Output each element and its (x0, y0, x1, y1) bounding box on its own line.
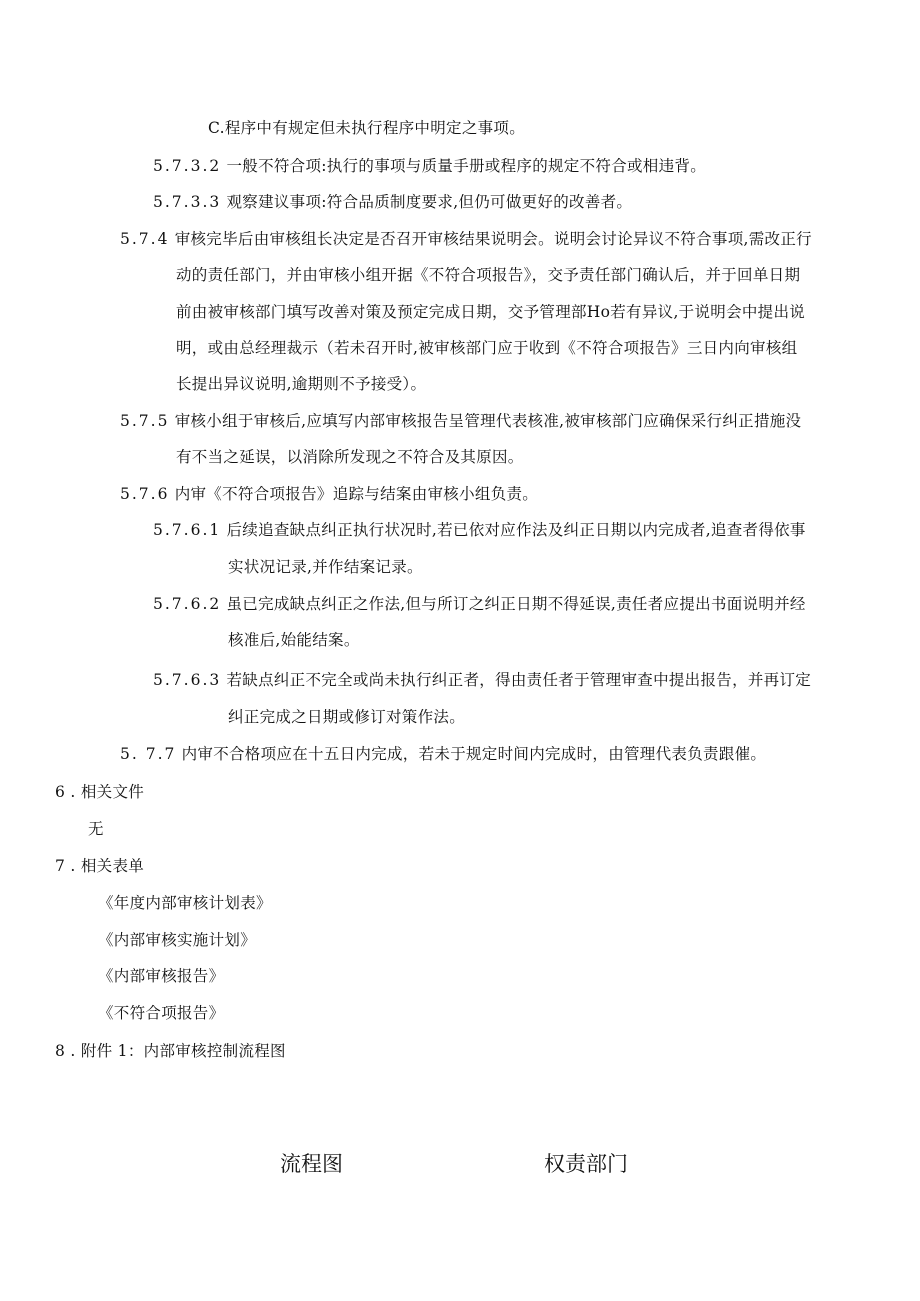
clause-text: 一般不符合项:执行的事项与质量手册或程序的规定不符合或相违背。 (226, 157, 706, 175)
section-number: 6 . (55, 783, 76, 801)
clause-5-7-6-2-cont (228, 630, 360, 650)
section-6-heading (55, 782, 144, 802)
clause-5-7-6-2 (153, 594, 806, 614)
clause-text: 有不当之延误，以消除所发现之不符合及其原因。 (176, 448, 524, 466)
clause-number: 5.7.5 (120, 412, 170, 430)
clause-text: 内审不合格项应在十五日内完成，若未于规定时间内完成时，由管理代表负责跟催。 (181, 745, 767, 763)
clause-5-7-4-cont-4 (176, 374, 426, 394)
clause-5-7-5-cont (176, 447, 524, 467)
section-title: 附件 1：内部审核控制流程图 (80, 1042, 286, 1060)
form-name: 《内部审核实施计划》 (98, 931, 257, 949)
line-text: C.程序中有规定但未执行程序中明定之事项。 (208, 119, 526, 137)
clause-5-7-4-cont-1 (176, 265, 800, 285)
clause-5-7-6-1-cont (228, 557, 423, 577)
clause-5-7-6-3 (153, 670, 811, 690)
section-number: 7 . (55, 857, 76, 875)
clause-text: 纠正完成之日期或修订对策作法。 (228, 708, 466, 726)
form-name: 《年度内部审核计划表》 (98, 894, 272, 912)
clause-number: 5. 7.7 (120, 745, 177, 763)
clause-5-7-6-3-cont (228, 707, 465, 727)
clause-number: 5.7.4 (120, 230, 170, 248)
section-number: 8 . (55, 1042, 76, 1060)
clause-number: 5.7.6 (120, 485, 170, 503)
clause-text: 审核完毕后由审核组长决定是否召开审核结果说明会。说明会讨论异议不符合事项,需改正行 (174, 230, 812, 248)
form-item (98, 966, 224, 986)
clause-text: 前由被审核部门填写改善对策及预定完成日期，交予管理部Ho若有异议,于说明会中提出说 (176, 303, 806, 321)
clause-5-7-5 (120, 411, 801, 431)
item-c-line (208, 118, 525, 138)
clause-5-7-3-3 (153, 192, 632, 212)
clause-number: 5.7.3.2 (153, 157, 222, 175)
clause-number: 5.7.6.2 (153, 595, 222, 613)
clause-text: 内审《不符合项报告》追踪与结案由审核小组负责。 (174, 485, 539, 503)
section-text: 无 (88, 820, 104, 838)
clause-number: 5.7.6.1 (153, 521, 222, 539)
clause-5-7-3-2 (153, 156, 706, 176)
section-title: 相关表单 (80, 857, 145, 875)
form-name: 《内部审核报告》 (98, 967, 225, 985)
clause-number: 5.7.6.3 (153, 671, 222, 689)
clause-text: 虽已完成缺点纠正之作法,但与所订之纠正日期不得延误,责任者应提出书面说明并经 (226, 595, 806, 613)
clause-text: 若缺点纠正不完全或尚未执行纠正者，得由责任者于管理审查中提出报告，并再订定 (226, 671, 812, 689)
form-item (98, 893, 272, 913)
section-8-heading (55, 1041, 286, 1061)
clause-text: 实状况记录,并作结案记录。 (228, 558, 423, 576)
clause-5-7-7 (120, 744, 766, 764)
clause-5-7-4 (120, 229, 812, 249)
clause-5-7-4-cont-2 (176, 302, 805, 322)
clause-text: 观察建议事项:符合品质制度要求,但仍可做更好的改善者。 (226, 193, 633, 211)
form-item (98, 1003, 224, 1023)
clause-5-7-4-cont-3 (176, 338, 797, 358)
section-title: 相关文件 (80, 783, 145, 801)
clause-5-7-6-1 (153, 520, 806, 540)
clause-text: 长提出异议说明,逾期则不予接受）。 (176, 375, 427, 393)
form-item (98, 930, 256, 950)
form-name: 《不符合项报告》 (98, 1004, 225, 1022)
clause-text: 明，或由总经理裁示（若未召开时,被审核部门应于收到《不符合项报告》三日内向审核组 (176, 339, 798, 357)
section-7-heading (55, 856, 144, 876)
clause-5-7-6 (120, 484, 538, 504)
responsible-department-header: 权责部门 (544, 1152, 628, 1176)
clause-text: 动的责任部门，并由审核小组开据《不符合项报告》，交予责任部门确认后，并于回单日期 (176, 266, 801, 284)
clause-number: 5.7.3.3 (153, 193, 222, 211)
flowchart-column-header: 流程图 (280, 1152, 343, 1176)
clause-text: 审核小组于审核后,应填写内部审核报告呈管理代表核准,被审核部门应确保采行纠正措施没 (174, 412, 802, 430)
clause-text: 后续追查缺点纠正执行状况时,若已依对应作法及纠正日期以内完成者,追查者得依事 (226, 521, 806, 539)
section-6-body (88, 819, 104, 839)
clause-text: 核准后,始能结案。 (228, 631, 360, 649)
